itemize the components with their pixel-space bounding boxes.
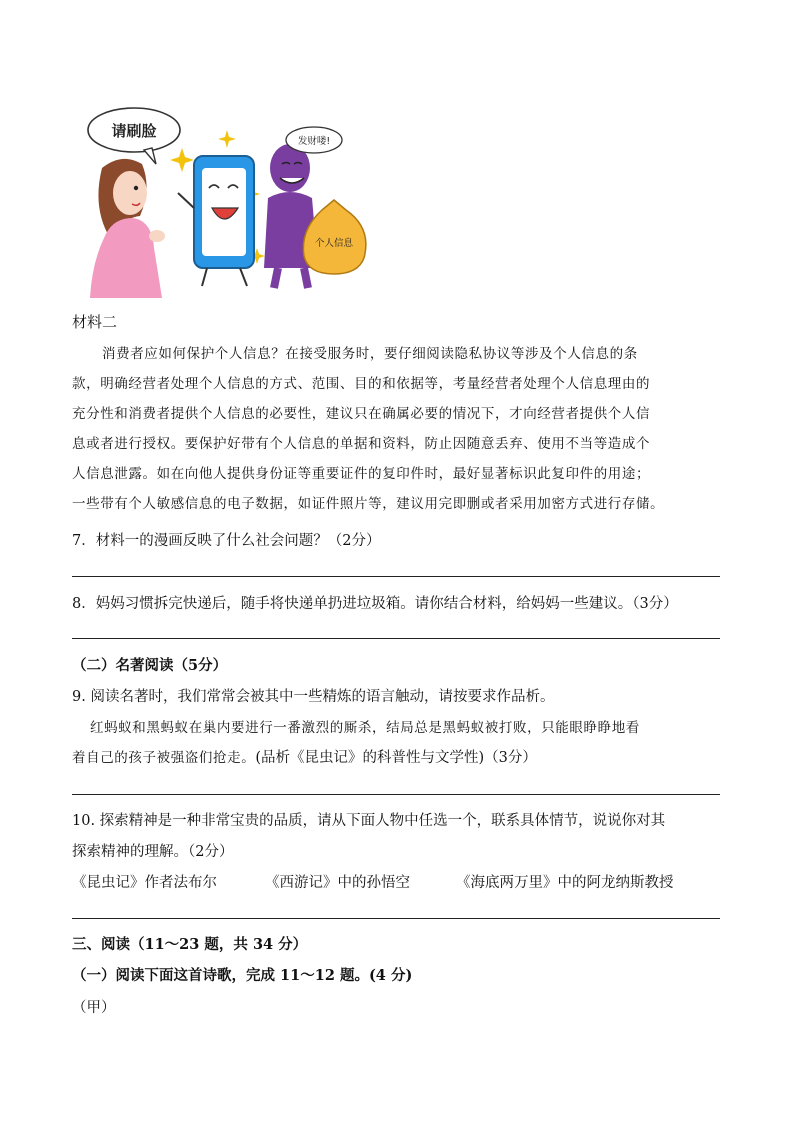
answer-line-q10[interactable] xyxy=(72,918,720,919)
speech-bubble-man xyxy=(286,127,342,153)
poem-label-jia: （甲） xyxy=(72,1000,116,1016)
question-9-quote-cont: 着自己的孩子被强盗们抢走。 xyxy=(72,750,256,766)
material-line: 充分性和消费者提供个人信息的必要性，建议只在确属必要的情况下，才向经营者提供个人信 xyxy=(72,406,651,422)
question-10-line2: 探索精神的理解。（2分） xyxy=(72,844,234,860)
part-3-title: 三、阅读（11～23 题，共 34 分） xyxy=(72,936,308,953)
option-aronnax: 《海底两万里》中的阿龙纳斯教授 xyxy=(456,875,674,891)
question-10-line1: 10. 探索精神是一种非常宝贵的品质，请从下面人物中任选一个，联系具体情节，说说你对其 xyxy=(72,813,666,829)
material-line: 息或者进行授权。要保护好带有个人信息的单据和资料，防止因随意丢弃、使用不当等造成个 xyxy=(72,436,651,452)
option-sunwukong: 《西游记》中的孙悟空 xyxy=(265,875,410,891)
material-heading: 材料二 xyxy=(72,313,118,331)
question-7: 7．材料一的漫画反映了什么社会问题？（2分） xyxy=(72,533,381,549)
question-8: 8．妈妈习惯拆完快递后，随手将快递单扔进垃圾箱。请你结合材料，给妈妈一些建议。（3分） xyxy=(72,596,678,612)
woman-figure xyxy=(90,159,165,298)
question-9-stem: 9. 阅读名著时，我们常常会被其中一些精炼的语言触动，请按要求作品析。 xyxy=(72,689,555,705)
smartphone-character xyxy=(178,156,254,286)
speech-bubble-woman xyxy=(88,108,180,164)
question-9-quote: 红蚂蚁和黑蚂蚁在巢内要进行一番激烈的厮杀，结局总是黑蚂蚁被打败，只能眼睁睁地看 xyxy=(90,720,640,736)
material-line: 一些带有个人敏感信息的电子数据，如证件照片等，建议用完即删或者采用加密方式进行存储。 xyxy=(72,496,665,512)
material-line: 人信息泄露。如在向他人提供身份证等重要证件的复印件时，最好显著标识此复印件的用途； xyxy=(72,466,651,482)
bag-label: 个人信息 xyxy=(314,238,354,249)
part-3-subtitle: （一）阅读下面这首诗歌，完成 11～12 题。(4 分) xyxy=(72,967,413,984)
section-title-classics: （二）名著阅读（5分） xyxy=(72,657,228,674)
material-line: 款，明确经营者处理个人信息的方式、范围、目的和依据等，考量经营者处理个人信息理由的 xyxy=(72,376,651,392)
question-9-quote-end xyxy=(72,746,537,767)
speech-woman-text: 请刷脸 xyxy=(111,122,157,140)
cartoon-illustration xyxy=(82,98,372,298)
question-9-task: (品析《昆虫记》的科普性与文学性)（3分） xyxy=(255,750,537,766)
material-line: 消费者应如何保护个人信息？在接受服务时，要仔细阅读隐私协议等涉及个人信息的条 xyxy=(102,346,638,362)
answer-line-q8[interactable] xyxy=(72,638,720,639)
option-fabre: 《昆虫记》作者法布尔 xyxy=(72,875,217,891)
answer-line-q7[interactable] xyxy=(72,576,720,577)
speech-man-text: 发财喽! xyxy=(297,136,331,147)
answer-line-q9[interactable] xyxy=(72,794,720,795)
